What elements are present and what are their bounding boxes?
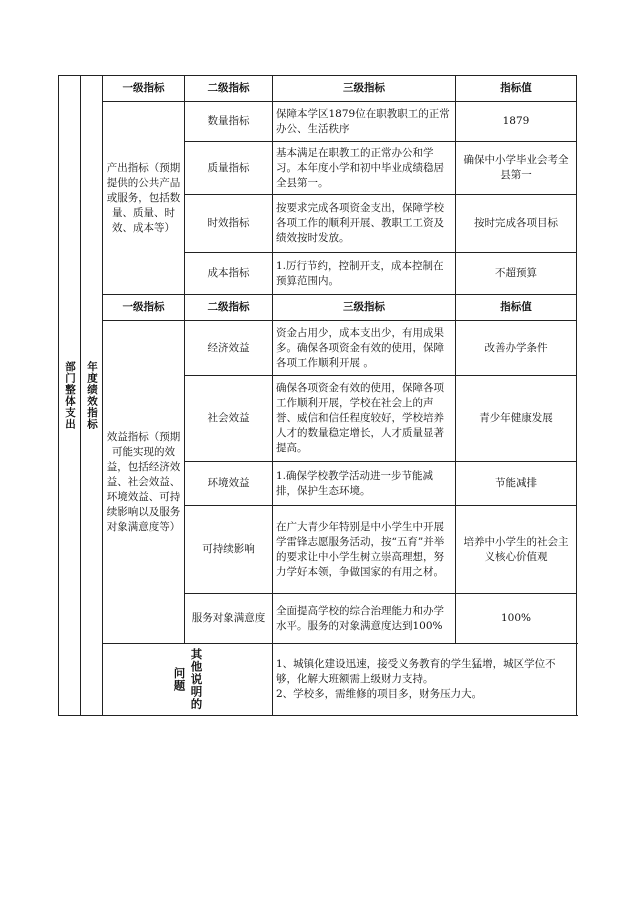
benefit-category: 效益指标（预期可能实现的效益，包括经济效益、社会效益、环境效益、可持续影响以及服务对象满意度等） — [103, 321, 185, 644]
header-row — [59, 295, 577, 321]
benefit-l3: 1.确保学校教学活动进一步节能减排，保护生态环境。 — [273, 462, 456, 506]
benefit-value: 培养中小学生的社会主义核心价值观 — [456, 506, 577, 594]
other-notes — [273, 644, 577, 716]
output-l3: 按要求完成各项资金支出，保障学校各项工作的顺利开展、教职工工资及绩效按时发放。 — [273, 195, 456, 253]
benefit-l2: 可持续影响 — [185, 506, 273, 594]
header-l2: 二级指标 — [185, 76, 273, 102]
note-line: 1、城镇化建设迅速，接受义务教育的学生猛增，城区学位不够，化解大班额需上级财力支持。 — [276, 658, 556, 685]
benefit-l2: 经济效益 — [185, 321, 273, 376]
header-l3: 三级指标 — [273, 76, 456, 102]
side-label-dept: 部门整体支出 — [59, 76, 81, 716]
benefit-l2: 环境效益 — [185, 462, 273, 506]
benefit-value: 100% — [456, 594, 577, 644]
side-label-annual: 年度绩效指标 — [81, 76, 103, 716]
output-l2: 时效指标 — [185, 195, 273, 253]
other-sub-label: 问题 — [172, 667, 187, 692]
header-l2: 二级指标 — [185, 295, 273, 321]
note-line: 2、学校多，需维修的项目多，财务压力大。 — [276, 688, 483, 700]
benefit-l2: 服务对象满意度 — [185, 594, 273, 644]
benefit-l3: 在广大青少年特别是中小学生中开展学雷锋志愿服务活动，按“五育”并举的要求让中小学生树立崇高理想，努力学好本领，争做国家的有用之材。 — [273, 506, 456, 594]
output-l3: 基本满足在职教工的正常办公和学习。本年度小学和初中毕业成绩稳居全县第一。 — [273, 142, 456, 195]
table-row — [59, 102, 577, 142]
output-value: 1879 — [456, 102, 577, 142]
header-l3: 三级指标 — [273, 295, 456, 321]
output-value: 不超预算 — [456, 253, 577, 295]
header-value: 指标值 — [456, 295, 577, 321]
benefit-l3: 全面提高学校的综合治理能力和办学水平。服务的对象满意度达到100% — [273, 594, 456, 644]
benefit-l3: 确保各项资金有效的使用，保障各项工作顺利开展，学校在社会上的声誉、威信和信任程度较好，学校培养人才的数量稳定增长，人才质量显著提高。 — [273, 376, 456, 462]
other-notes-row — [59, 644, 577, 716]
benefit-value: 改善办学条件 — [456, 321, 577, 376]
benefit-l2: 社会效益 — [185, 376, 273, 462]
output-value: 确保中小学毕业会考全县第一 — [456, 142, 577, 195]
header-row — [59, 76, 577, 102]
output-l2: 质量指标 — [185, 142, 273, 195]
table-row — [59, 321, 577, 376]
other-label: 其他说明的 — [189, 648, 204, 711]
output-l3: 1.厉行节约，控制开支，成本控制在预算范围内。 — [273, 253, 456, 295]
output-l2: 数量指标 — [185, 102, 273, 142]
output-l2: 成本指标 — [185, 253, 273, 295]
benefit-l3: 资金占用少，成本支出少，有用成果多。确保各项资金有效的使用，保障各项工作顺利开展 。 — [273, 321, 456, 376]
header-l1: 一级指标 — [103, 295, 185, 321]
benefit-value: 节能减排 — [456, 462, 577, 506]
performance-table — [58, 75, 577, 716]
benefit-value: 青少年健康发展 — [456, 376, 577, 462]
output-l3: 保障本学区1879位在职教职工的正常办公、生活秩序 — [273, 102, 456, 142]
header-l1: 一级指标 — [103, 76, 185, 102]
header-value: 指标值 — [456, 76, 577, 102]
output-value: 按时完成各项目标 — [456, 195, 577, 253]
other-label-cell — [103, 644, 273, 716]
output-category: 产出指标（预期提供的公共产品或服务，包括数量、质量、时效、成本等） — [103, 102, 185, 295]
